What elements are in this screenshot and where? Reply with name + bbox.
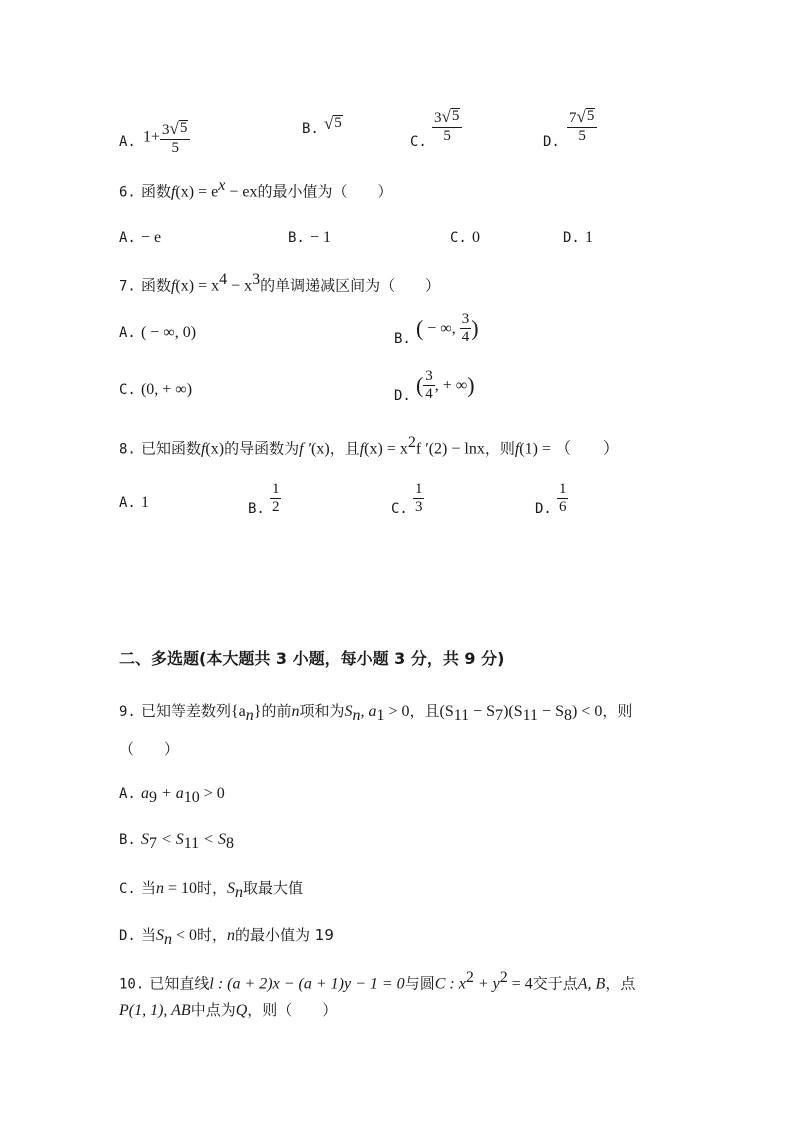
option-value: − e (140, 229, 162, 246)
option-label: C. (119, 881, 136, 897)
fraction: $\frac{1}{3}$ (414, 481, 423, 515)
option-label: B. (288, 230, 305, 246)
option-label: A. (119, 786, 136, 802)
section-heading: 二、多选题(本大题共 3 小题，每小题 3 分，共 9 分) (119, 649, 505, 668)
fraction: $\frac{3}{4}$ (461, 311, 470, 345)
stem-text: 当 (140, 879, 156, 897)
math-text: = e (194, 183, 219, 201)
stem-text: ，且 (329, 439, 360, 458)
q9-option-a (119, 783, 225, 807)
stem-text: 函数 (140, 276, 171, 295)
math-func: f (170, 277, 176, 295)
question-6-stem (119, 177, 392, 201)
math-sup: 2 (499, 969, 508, 986)
math-text: , + ∞ (434, 377, 468, 394)
math-var: S (344, 703, 353, 720)
stem-text: 时， (197, 879, 228, 897)
option-label: D. (535, 501, 552, 517)
math-sub: 11 (522, 707, 539, 725)
stem-text: 已知直线 (149, 974, 210, 993)
sqrt-expression: √ 5 (323, 114, 342, 133)
math-sub: 7 (495, 707, 504, 725)
math-arg: (x) (364, 440, 383, 458)
math-func: f ′ (299, 440, 312, 458)
stem-text: 的前 (261, 702, 292, 720)
question-7-stem (119, 271, 440, 295)
option-label: D. (543, 134, 560, 150)
q7-option-d (394, 369, 475, 402)
fraction: 3 √ 5 5 (160, 120, 190, 156)
stem-text: 已知等差数列 (140, 702, 231, 720)
math-text: − ∞, (423, 320, 460, 337)
math-text: )(S (503, 703, 523, 720)
option-label: A. (119, 230, 136, 246)
math-sub: 8 (563, 707, 572, 725)
math-sub: n (235, 884, 244, 902)
option-value: (0, + ∞) (140, 381, 193, 398)
option-label: C. (410, 134, 427, 150)
q9-option-c (119, 877, 303, 902)
fraction: $\frac{3}{4}$ (425, 368, 433, 402)
fraction: 3 √ 5 5 (432, 108, 462, 144)
option-label: B. (248, 501, 265, 517)
option-label: D. (394, 388, 411, 404)
q6-option-d (563, 227, 593, 247)
q6-option-b (288, 227, 331, 247)
math-text: < 0 (171, 927, 197, 944)
math-sup: 2 (465, 969, 474, 986)
stem-text: 的最小值为（ ） (257, 182, 393, 201)
option-label: C. (450, 230, 467, 246)
stem-text: 函数 (140, 182, 171, 201)
stem-text: 取最大值 (243, 879, 304, 897)
math-text: f ′(2) − lnx (415, 440, 485, 458)
question-10-stem-line2 (119, 999, 337, 1020)
math-text: ) < 0 (571, 703, 603, 720)
option-label: A. (119, 134, 136, 150)
question-number: 6. (119, 184, 136, 201)
paren-left: ( (415, 372, 424, 398)
math-func: f (170, 183, 176, 201)
stem-text: 项和为 (299, 702, 345, 720)
math-text: = （ ） (537, 440, 619, 458)
stem-text: 时， (197, 926, 228, 944)
math-arg: (x) (175, 277, 195, 295)
math-sub: 9 (148, 789, 157, 807)
math-sub: 10 (183, 789, 200, 807)
stem-text: ，则（ ） (247, 1001, 338, 1019)
math-sub: 11 (453, 707, 470, 725)
stem-text: 与圆 (404, 974, 435, 993)
math-sup: 3 (252, 271, 261, 288)
stem-text: 当 (140, 926, 156, 944)
option-value: 0 (471, 229, 480, 246)
question-number: 8. (119, 441, 136, 458)
math-var: S (155, 927, 164, 944)
math-var: S (227, 880, 236, 897)
fraction: $\frac{1}{6}$ (558, 481, 567, 515)
q9-option-b (119, 829, 234, 853)
fraction: 7 √ 5 5 (567, 108, 597, 144)
math-text: − S (538, 703, 564, 720)
q6-option-a (119, 227, 161, 247)
question-number: 7. (119, 278, 136, 295)
question-number: 9. (119, 704, 136, 720)
math-text: } (253, 703, 262, 720)
math-arg: (1) (519, 440, 538, 458)
stem-text: 交于点 (532, 974, 578, 993)
option-label: B. (394, 331, 411, 347)
math-text: P(1, 1), AB (119, 1002, 191, 1019)
q7-option-b (394, 312, 479, 345)
math-arg: (x) (311, 440, 330, 458)
q5-option-b (302, 114, 343, 137)
paren-right: ) (467, 372, 475, 398)
stem-text: ，则 (484, 439, 515, 458)
math-var: n (291, 703, 300, 720)
option-value: − 1 (309, 229, 331, 246)
option-label: D. (119, 928, 136, 944)
option-label: A. (119, 325, 136, 341)
math-var: n (155, 880, 164, 897)
math-sup: 4 (219, 271, 228, 288)
math-text: > 0 (199, 785, 225, 802)
math-sup: x (218, 177, 226, 194)
math-text: − x (227, 277, 253, 295)
math-arg: (x) (175, 183, 195, 201)
answer-paren: （ ） (119, 740, 180, 758)
math-text: C : x (434, 975, 466, 993)
question-8-stem (119, 434, 619, 458)
math-text: {a (230, 703, 246, 720)
stem-text: 已知函数 (140, 439, 201, 458)
math-sub: 1 (376, 707, 385, 725)
math-sup: 2 (407, 434, 416, 451)
q8-option-a (119, 492, 149, 512)
question-number: 10. (119, 976, 145, 993)
math-text: − ex (225, 183, 258, 201)
math-text: + a (156, 785, 184, 802)
math-var: a (140, 785, 149, 802)
math-text: + y (473, 975, 500, 993)
q8-option-d (535, 482, 568, 515)
option-label: B. (302, 121, 319, 137)
math-func: f (359, 440, 365, 458)
option-label: B. (119, 832, 136, 848)
option-label: D. (563, 230, 580, 246)
math-func: f (514, 440, 520, 458)
question-10-stem-line1 (119, 969, 635, 993)
option-value: 1 (584, 229, 593, 246)
q9-option-d (119, 924, 334, 949)
math-text: = 10 (163, 880, 197, 897)
option-label: C. (119, 382, 136, 398)
option-value: ( − ∞, 0) (140, 324, 197, 341)
math-var: n (227, 927, 236, 944)
math-text: = 4 (507, 975, 533, 993)
math-var: Q (235, 1002, 248, 1019)
math-text: (S (439, 703, 454, 720)
option-value: 1 (140, 494, 149, 511)
math-sub: n (163, 931, 172, 949)
math-text: l : (a + 2)x − (a + 1)y − 1 = 0 (209, 975, 405, 993)
paren-right: ) (471, 315, 479, 341)
math-text: , a (360, 703, 377, 720)
stem-text: 的导函数为 (224, 439, 300, 458)
math-text: = x (382, 440, 408, 458)
math-var: S (140, 831, 149, 848)
math-sub: 11 (183, 835, 200, 853)
stem-text: 的单调递减区间为（ ） (260, 276, 441, 295)
option-label: A. (119, 495, 136, 511)
stem-text: 中点为 (190, 1001, 236, 1019)
math-text: < S (199, 831, 226, 848)
q8-option-c (391, 482, 424, 515)
option-label: C. (391, 501, 408, 517)
q8-option-b (248, 482, 281, 515)
math-sub: n (245, 707, 254, 725)
math-text: > 0 (384, 703, 410, 720)
math-text: = x (194, 277, 220, 295)
math-text: − S (469, 703, 496, 720)
q7-option-a (119, 322, 196, 342)
stem-text: ，且 (409, 702, 440, 720)
math-text: < S (156, 831, 184, 848)
math-func: f (200, 440, 206, 458)
stem-text: ，点 (605, 974, 636, 993)
math-sub: n (352, 707, 361, 725)
fraction: $\frac{1}{2}$ (271, 481, 280, 515)
q7-option-c (119, 379, 192, 399)
question-9-stem (119, 700, 632, 725)
math-sub: 8 (225, 835, 234, 853)
stem-text: ，则 (602, 702, 633, 720)
stem-text: 的最小值为 19 (235, 926, 334, 944)
math-sub: 7 (148, 835, 157, 853)
paren-left: ( (415, 315, 424, 341)
math-arg: (x) (205, 440, 225, 458)
math-text: 1+ (143, 128, 161, 146)
math-text: A, B (577, 975, 606, 993)
q6-option-c (450, 227, 480, 247)
